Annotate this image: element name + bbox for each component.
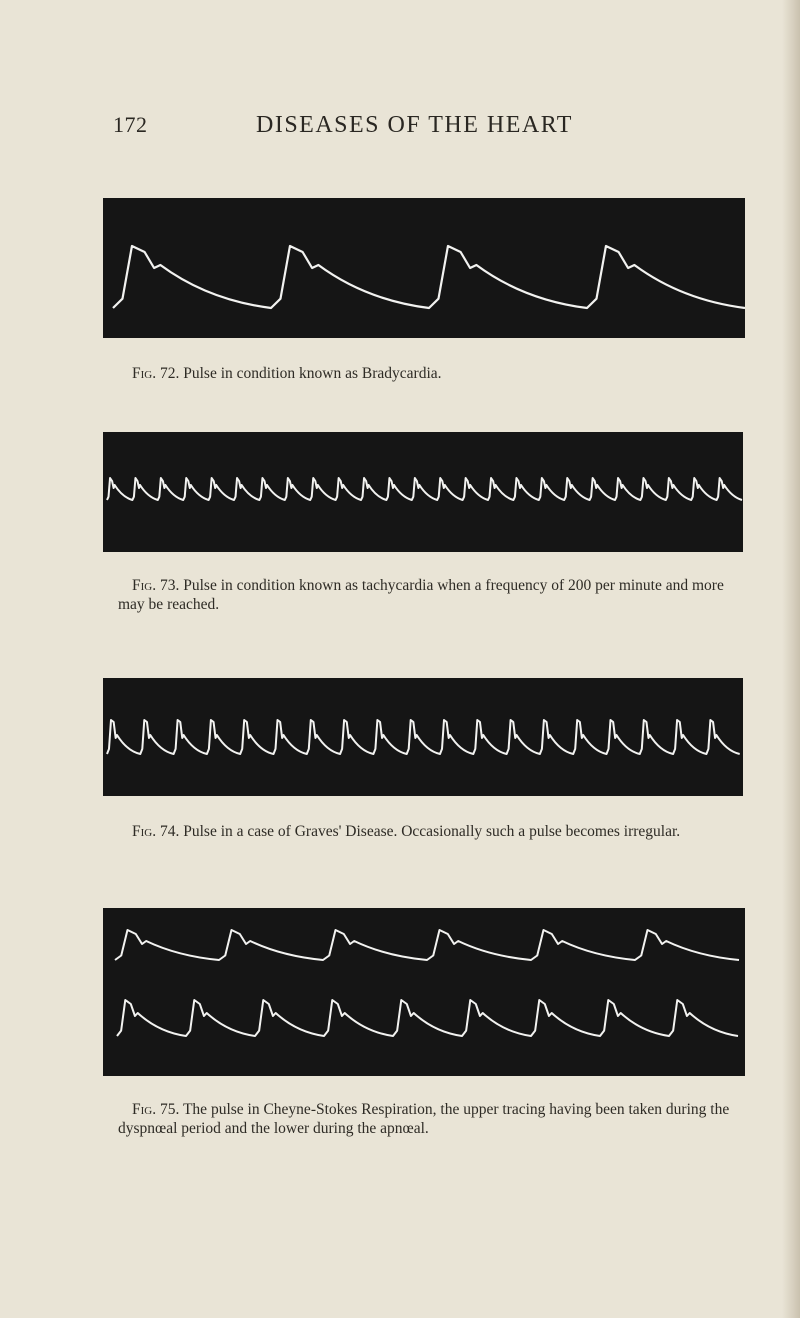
figure-75-plate (103, 908, 745, 1076)
figure-74-text: Pulse in a case of Graves' Disease. Occasionally such a pulse becomes irregular. (183, 823, 681, 840)
figure-73-trace (103, 432, 743, 552)
figure-72-caption (132, 364, 752, 383)
figure-74-trace (103, 678, 743, 796)
running-head: DISEASES OF THE HEART (256, 112, 573, 138)
figure-73-plate (103, 432, 743, 552)
figure-75-label: Fig. 75. (132, 1101, 180, 1118)
figure-74-caption (118, 822, 738, 841)
page-edge (782, 0, 800, 1318)
figure-72-label: Fig. 72. (132, 365, 180, 382)
figure-75-text: The pulse in Cheyne-Stokes Respiration, the upper tracing having been taken during the dyspnœal period and the lower during the apnœal. (118, 1101, 730, 1137)
figure-72-text: Pulse in condition known as Bradycardia. (183, 365, 442, 382)
figure-72-plate (103, 198, 745, 338)
page-number: 172 (113, 112, 148, 137)
figure-75-trace (103, 908, 745, 1076)
figure-74-label: Fig. 74. (132, 823, 180, 840)
figure-73-label: Fig. 73. (132, 577, 180, 594)
figure-73-text: Pulse in condition known as tachycardia when a frequency of 200 per minute and more may be reached. (118, 577, 724, 613)
figure-74-plate (103, 678, 743, 796)
figure-73-caption (118, 576, 738, 614)
figure-72-trace (103, 198, 745, 338)
page-header (0, 112, 800, 142)
figure-75-caption (118, 1100, 738, 1138)
